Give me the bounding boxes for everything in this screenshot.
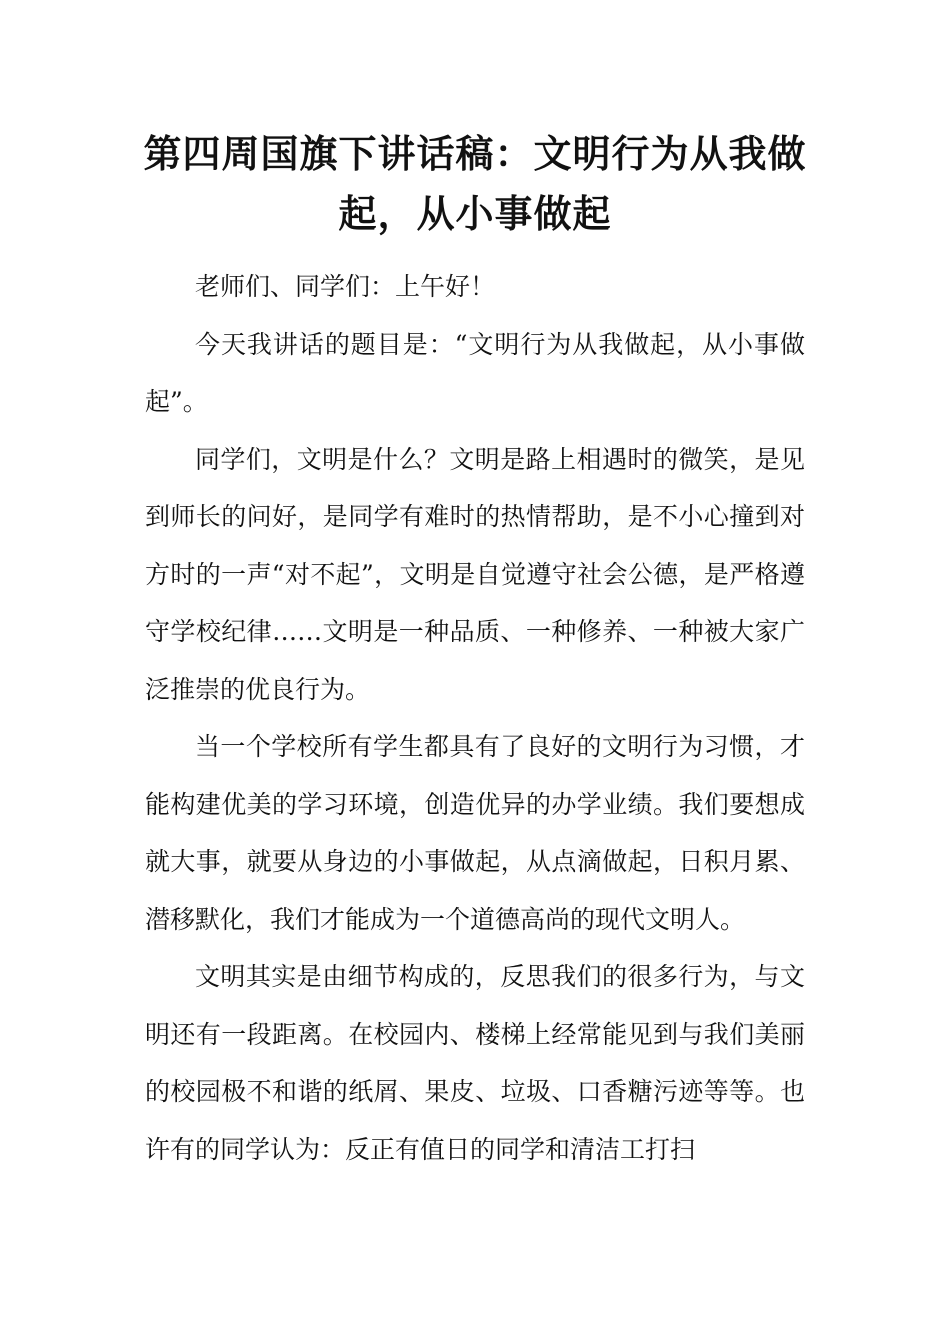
paragraph-greeting: 老师们、同学们：上午好！ xyxy=(195,272,496,301)
document-body xyxy=(145,258,805,1178)
paragraph-what-is-civility: 同学们，文明是什么？文明是路上相遇时的微笑，是见到师长的问好，是同学有难时的热情帮助，是不小心撞到对方时的一声“对不起”，文明是自觉遵守社会公德，是严格遵守学校纪律……文明是一种品质、一种修养、一种被大家广泛推崇的优良行为。 xyxy=(145,444,805,704)
document-title: 第四周国旗下讲话稿：文明行为从我做起，从小事做起 xyxy=(143,132,807,236)
paragraph-good-habits: 当一个学校所有学生都具有了良好的文明行为习惯，才能构建优美的学习环境，创造优异的办学业绩。我们要想成就大事，就要从身边的小事做起，从点滴做起，日积月累、潜移默化，我们才能成为一个道德高尚的现代文明人。 xyxy=(145,732,805,934)
paragraph-topic: 今天我讲话的题目是：“文明行为从我做起，从小事做起”。 xyxy=(145,329,805,416)
paragraph-details: 文明其实是由细节构成的，反思我们的很多行为，与文明还有一段距离。在校园内、楼梯上经常能见到与我们美丽的校园极不和谐的纸屑、果皮、垃圾、口香糖污迹等等。也许有的同学认为：反正有值日的同学和清洁工打扫 xyxy=(145,962,805,1164)
